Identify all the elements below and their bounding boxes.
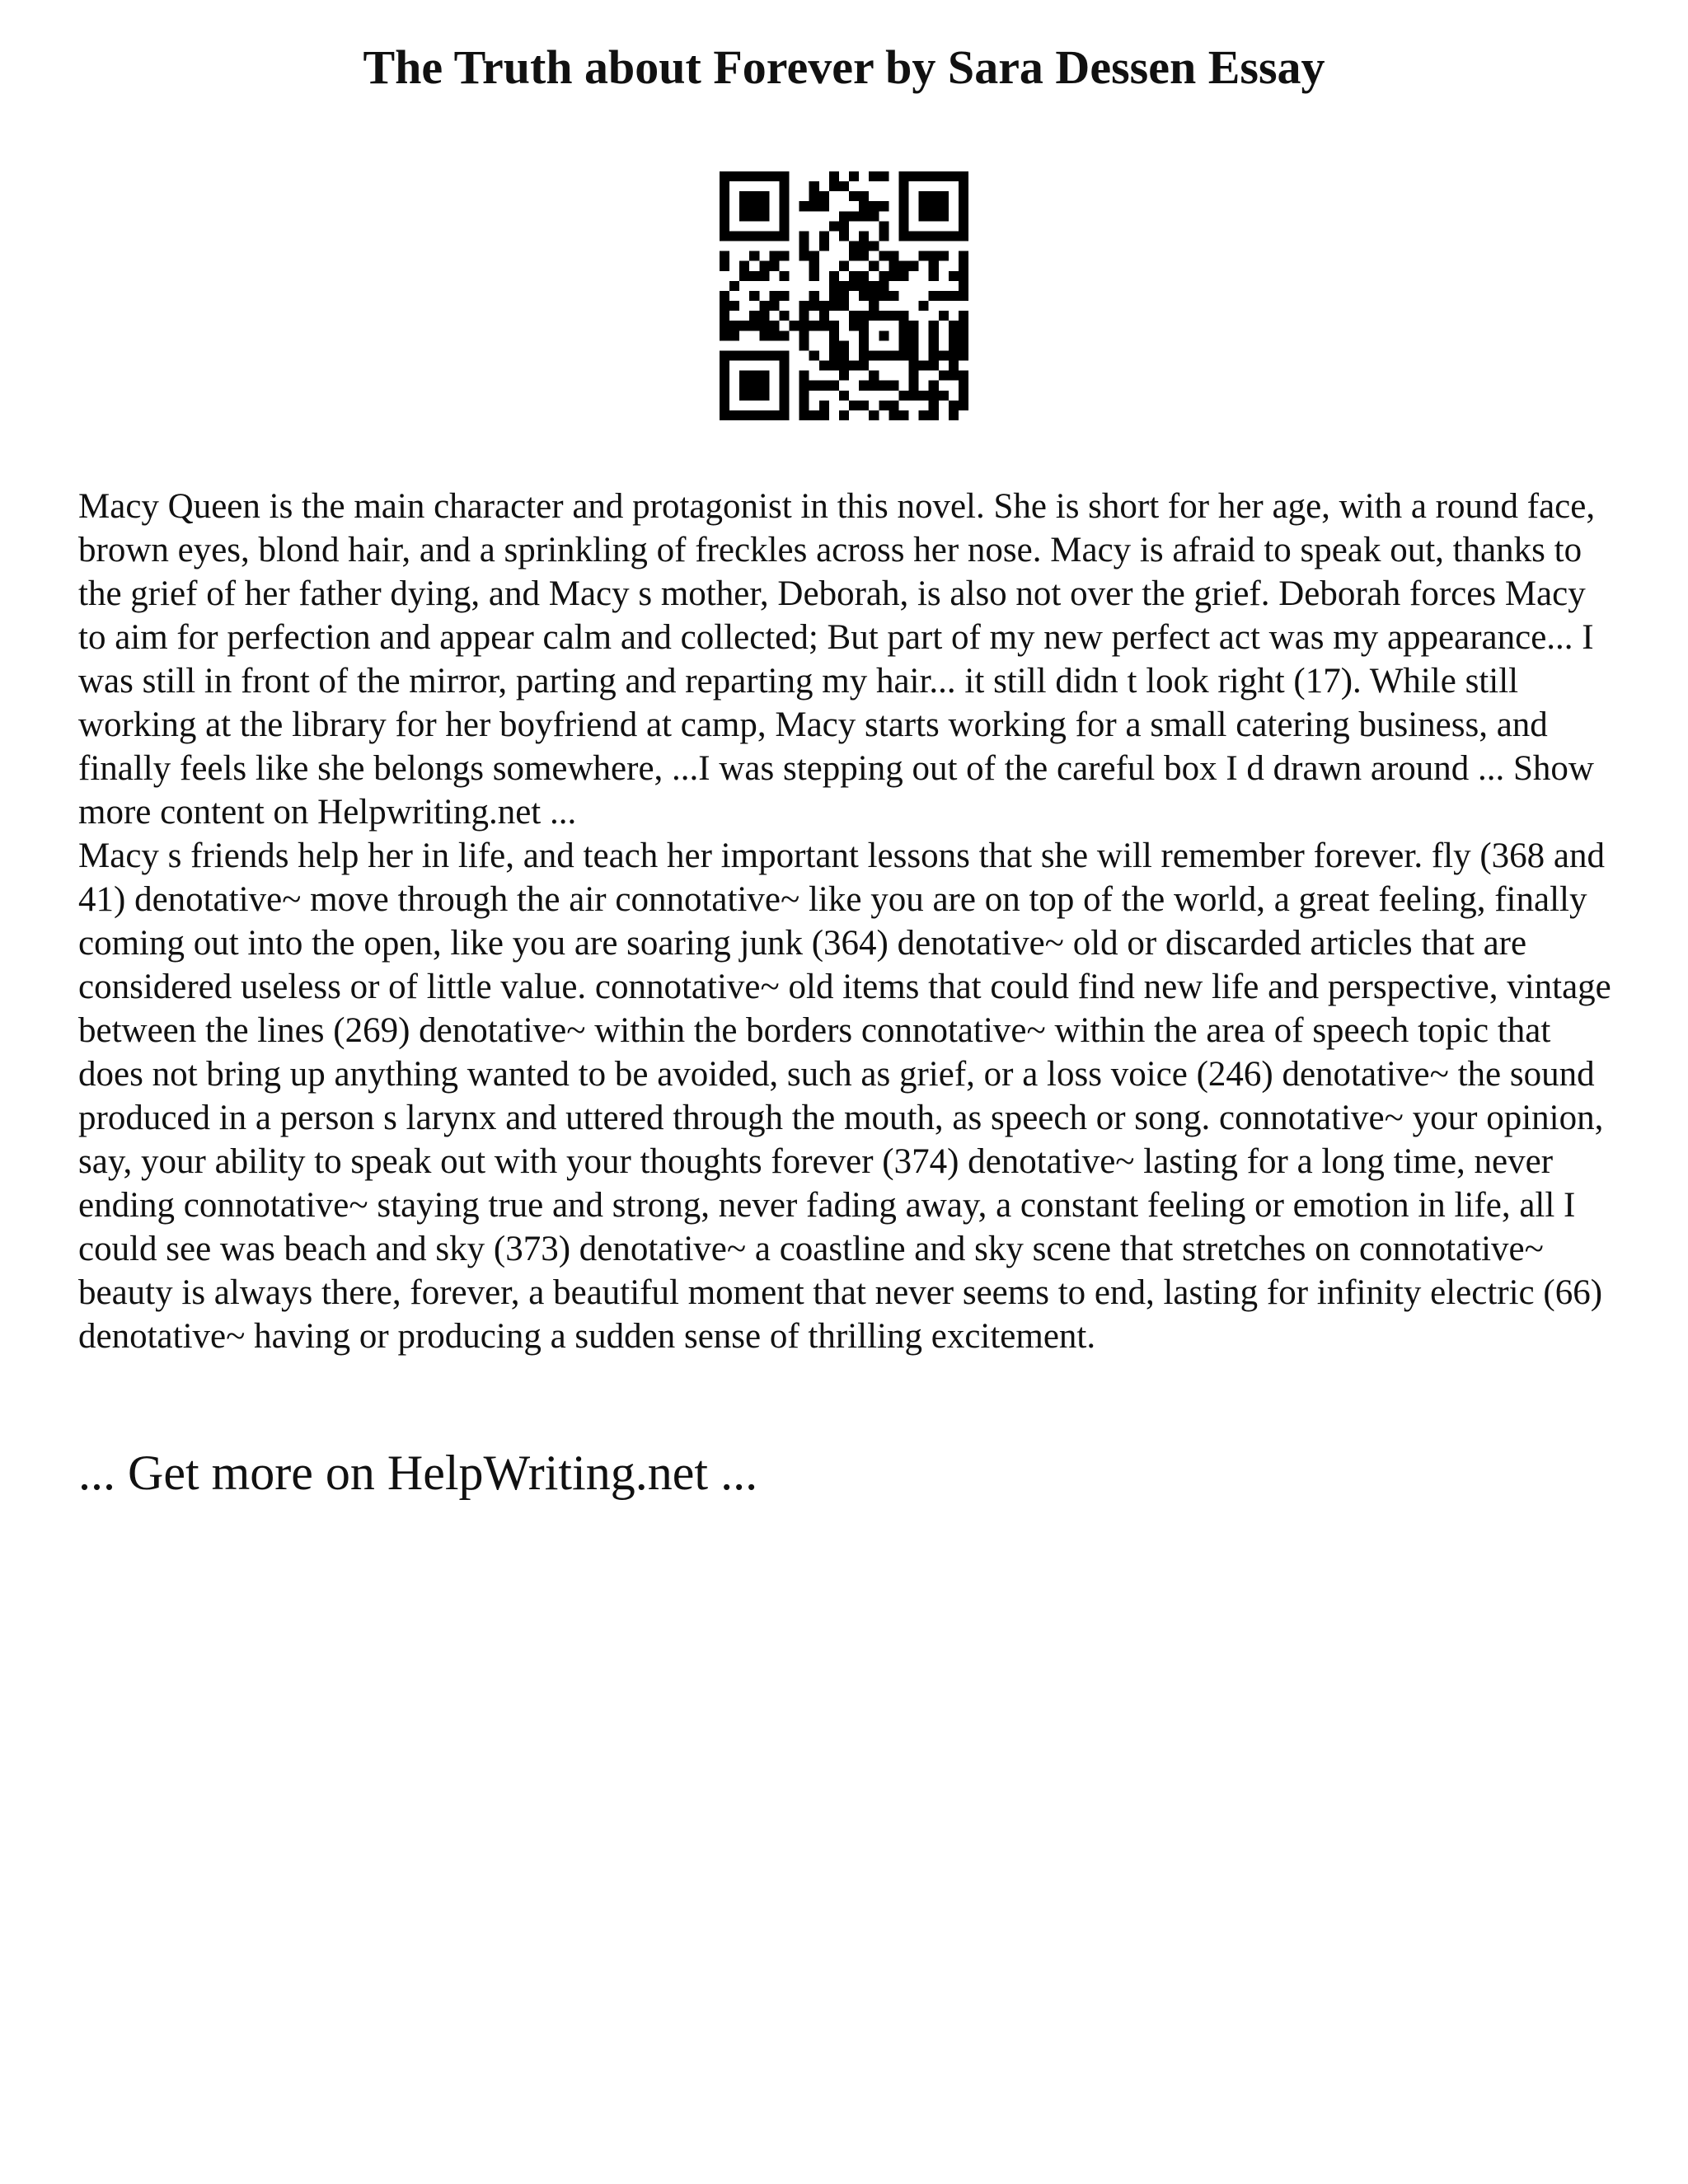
essay-paragraph: Macy Queen is the main character and protagonist in this novel. She is short for her age, with a round face, brown eyes, blond hair, and a sprinkling of freckles across her nose. Macy is afraid to speak out, thanks to the grief of her father dying, and Macy s mother, Deborah, is also not over the grief. Deborah forces Macy to aim for perfection and appear calm and collected; But part of my new perfect act was my appearance... I was still in front of the mirror, parting and reparting my hair... it still didn t look right (17). While still working at the library for her boyfriend at camp, Macy starts working for a small catering business, and finally feels like she belongs somewhere, ...I was stepping out of the careful box I d drawn around ... Show more content on Helpwriting.net ...: [78, 487, 1596, 832]
qr-code-icon: [720, 171, 968, 420]
essay-paragraph: Macy s friends help her in life, and teach her important lessons that she will remember forever. fly (368 and 41) denotative~ move through the air connotative~ like you are on top of the world, a great feeling, finally coming out into the open, like you are soaring junk (364) denotative~ old or discarded articles that are considered useless or of little value. connotative~ old items that could find new life and perspective, vintage between the lines (269) denotative~ within the borders connotative~ within the area of speech topic that does not bring up anything wanted to be avoided, such as grief, or a loss voice (246) denotative~ the sound produced in a person s larynx and uttered through the mouth, as speech or song. connotative~ your opinion, say, your ability to speak out with your thoughts forever (374) denotative~ lasting for a long time, never ending connotative~ staying true and strong, never fading away, a constant feeling or emotion in life, all I could see was beach and sky (373) denotative~ a coastline and sky scene that stretches on connotative~ beauty is always there, forever, a beautiful moment that never seems to end, lasting for infinity electric (66) denotative~ having or producing a sudden sense of thrilling excitement.: [78, 837, 1611, 1356]
get-more-link[interactable]: ... Get more on HelpWriting.net ...: [78, 1446, 758, 1500]
essay-body: [78, 485, 1620, 1358]
document-title: The Truth about Forever by Sara Dessen Essay: [363, 40, 1325, 94]
